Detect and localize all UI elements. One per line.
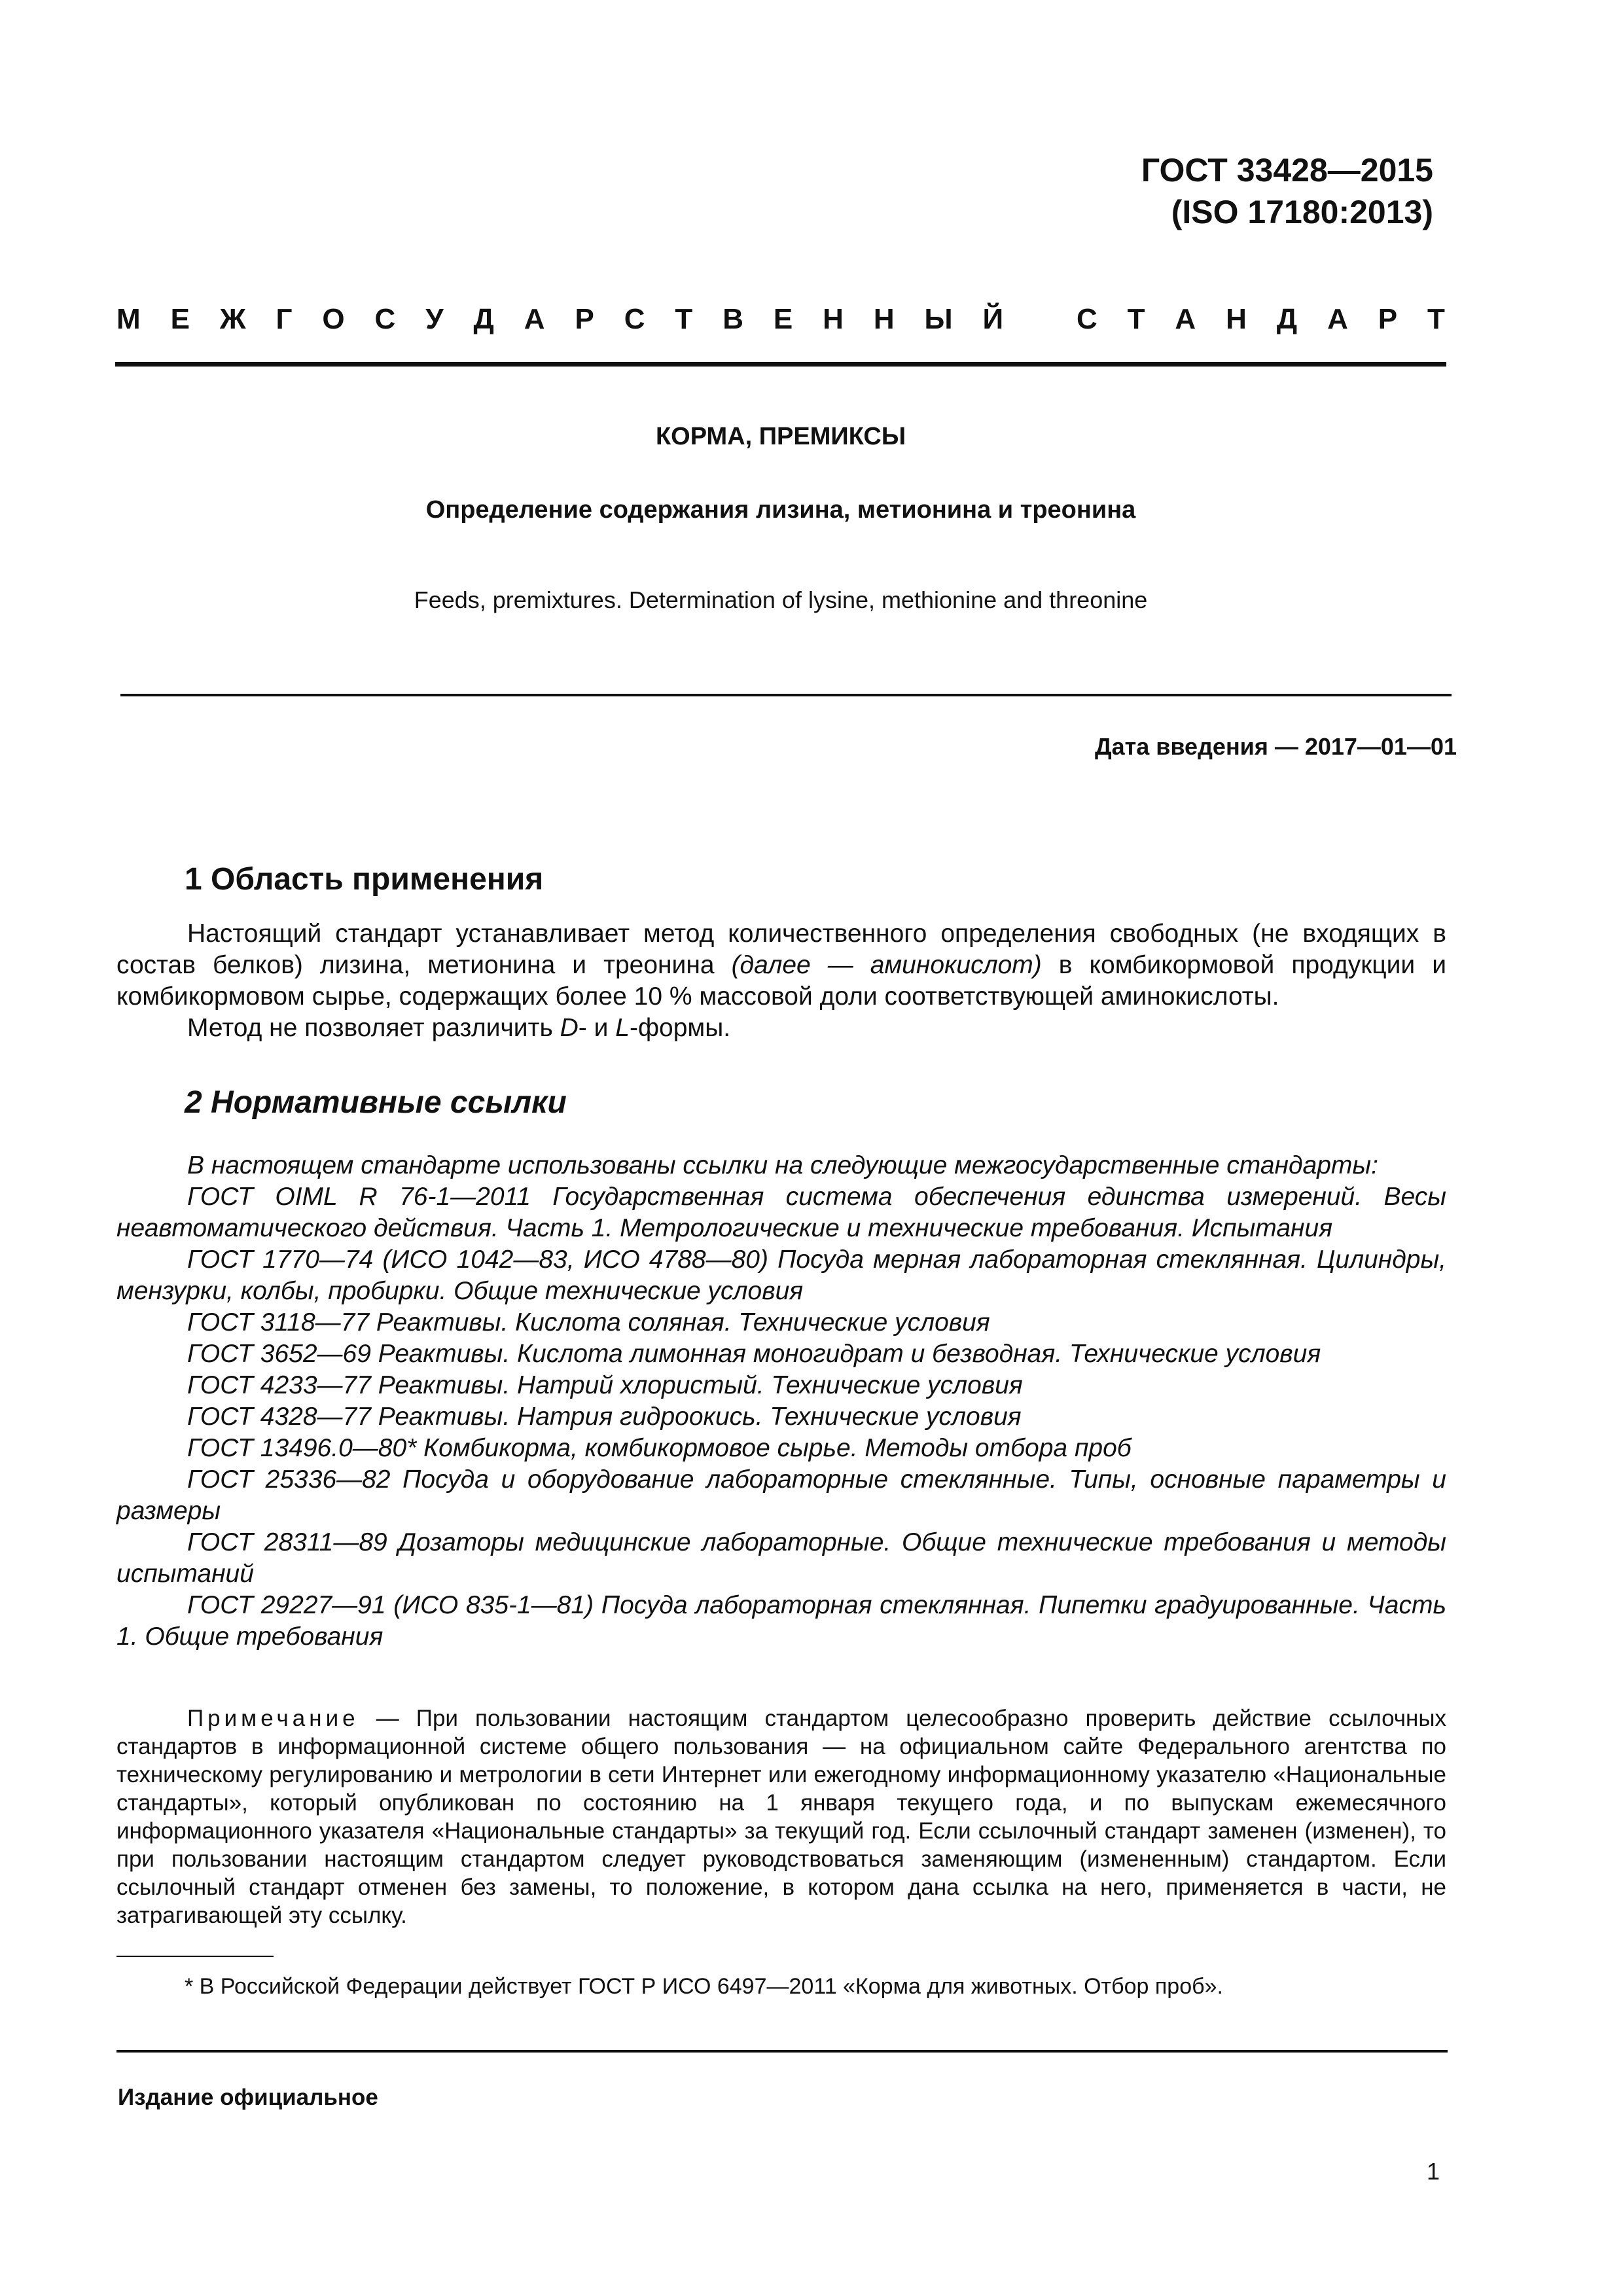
- banner-letter: Н: [1226, 303, 1247, 335]
- banner-letter: Д: [473, 303, 494, 335]
- banner-letter: О: [322, 303, 345, 335]
- banner-letter: С: [374, 303, 396, 335]
- standard-code-iso: (ISO 17180:2013): [1171, 194, 1433, 230]
- banner-letter: Т: [1127, 303, 1145, 335]
- banner-letter: А: [1175, 303, 1196, 335]
- reference-item: ГОСТ 29227—91 (ИСО 835-1—81) Посуда лабораторная стеклянная. Пипетки градуированные. Часть 1. Общие требования: [116, 1591, 1446, 1651]
- reference-item: ГОСТ 4328—77 Реактивы. Натрия гидроокись. Технические условия: [187, 1403, 1022, 1431]
- document-title: КОРМА, ПРЕМИКСЫ: [655, 423, 906, 450]
- reference-item: ГОСТ 3118—77 Реактивы. Кислота соляная. Технические условия: [187, 1308, 990, 1336]
- banner-letter: Й: [982, 303, 1004, 335]
- standard-code: [844, 149, 1433, 233]
- banner-letter: М: [116, 303, 141, 335]
- note-text: — При пользовании настоящим стандартом целесообразно проверить действие ссылочных стандартов в информационной системе общего пользования — на официальном сайте Федерального агентства по техническому регулированию и метрологии в сети Интернет или ежегодному информационному указателю «Национальные стандарты», который опубликован по состоянию на 1 января текущего года, и по выпускам ежемесячного информационного указателя «Национальные стандарты» за текущий год. Если ссылочный стандарт заменен (изменен), то при пользовании настоящим стандартом следует руководствоваться заменяющим (измененным) стандартом. Если ссылочный стандарт отменен без замены, то положение, в котором дана ссылка на него, применяется в части, не затрагивающей эту ссылку.: [116, 1706, 1446, 1928]
- references-list: [116, 1181, 1446, 1653]
- banner-letter: У: [425, 303, 444, 335]
- references-intro: В настоящем стандарте использованы ссылки на следующие межгосударственные стандарты:: [187, 1151, 1378, 1179]
- reference-item: ГОСТ 28311—89 Дозаторы медицинские лабораторные. Общие технические требования и методы испытаний: [116, 1528, 1446, 1588]
- banner-letter: Т: [675, 303, 693, 335]
- banner-letter: Т: [1427, 303, 1445, 335]
- interstate-standard-banner: [116, 303, 1445, 336]
- normative-references: [116, 1150, 1446, 1653]
- banner-letter: Е: [773, 303, 793, 335]
- note-label: Примечание: [187, 1706, 359, 1731]
- banner-letter: С: [624, 303, 645, 335]
- banner-rule: [115, 362, 1446, 367]
- section-1-body: [116, 918, 1446, 1044]
- reference-item: ГОСТ OIML R 76-1—2011 Государственная система обеспечения единства измерений. Весы неавтоматического действия. Часть 1. Метрологические и технические требования. Испытания: [116, 1183, 1446, 1242]
- introduction-date: Дата введения — 2017—01—01: [1094, 733, 1457, 760]
- banner-letter: Д: [1276, 303, 1298, 335]
- banner-letter: Р: [1378, 303, 1398, 335]
- banner-letter: А: [524, 303, 545, 335]
- banner-letter: Н: [823, 303, 844, 335]
- banner-letter: С: [1076, 303, 1097, 335]
- reference-item: ГОСТ 1770—74 (ИСО 1042—83, ИСО 4788—80) Посуда мерная лабораторная стеклянная. Цилиндры, мензурки, колбы, пробирки. Общие технические условия: [116, 1246, 1446, 1305]
- official-edition-label: Издание официальное: [118, 2085, 378, 2110]
- english-title: Feeds, premixtures. Determination of lysine, methionine and threonine: [414, 586, 1148, 613]
- banner-letter: Р: [575, 303, 594, 335]
- standard-code-gost: ГОСТ 33428—2015: [1141, 152, 1433, 188]
- banner-letter: Г: [276, 303, 293, 335]
- banner-letter: Ы: [924, 303, 953, 335]
- section-1-paragraph-2: Метод не позволяет различить D- и L-формы.: [187, 1014, 731, 1042]
- note-block: [116, 1704, 1446, 1929]
- title-rule: [120, 694, 1452, 696]
- banner-letter: А: [1327, 303, 1348, 335]
- note-paragraph: [116, 1704, 1446, 1929]
- reference-item: ГОСТ 13496.0—80* Комбикорма, комбикормовое сырье. Методы отбора проб: [187, 1434, 1132, 1462]
- banner-letter: В: [722, 303, 743, 335]
- page-number: 1: [1426, 2158, 1440, 2185]
- banner-letter: Н: [873, 303, 895, 335]
- reference-item: ГОСТ 3652—69 Реактивы. Кислота лимонная моногидрат и безводная. Технические условия: [187, 1340, 1321, 1368]
- section-2-heading: 2 Нормативные ссылки: [185, 1085, 567, 1120]
- banner-word-gap: [1033, 303, 1046, 336]
- banner-letter: Ж: [219, 303, 246, 335]
- footnote-separator: [116, 1956, 274, 1957]
- banner-letter: Е: [170, 303, 190, 335]
- footer-rule: [116, 2050, 1448, 2053]
- document-subtitle: Определение содержания лизина, метионина и треонина: [425, 496, 1136, 524]
- footnote: * В Российской Федерации действует ГОСТ Р ИСО 6497—2011 «Корма для животных. Отбор проб».: [185, 1974, 1223, 1999]
- reference-item: ГОСТ 4233—77 Реактивы. Натрий хлористый. Технические условия: [187, 1371, 1023, 1399]
- reference-item: ГОСТ 25336—82 Посуда и оборудование лабораторные стеклянные. Типы, основные параметры и размеры: [116, 1465, 1446, 1525]
- section-1-paragraph-1: Настоящий стандарт устанавливает метод количественного определения свободных (не входящих в состав белков) лизина, метионина и треонина (далее — аминокислот) в комбикормовой продукции и комбикормовом сырье, содержащих более 10 % массовой доли соответствующей аминокислоты.: [116, 920, 1446, 1011]
- section-1-heading: 1 Область применения: [185, 862, 544, 897]
